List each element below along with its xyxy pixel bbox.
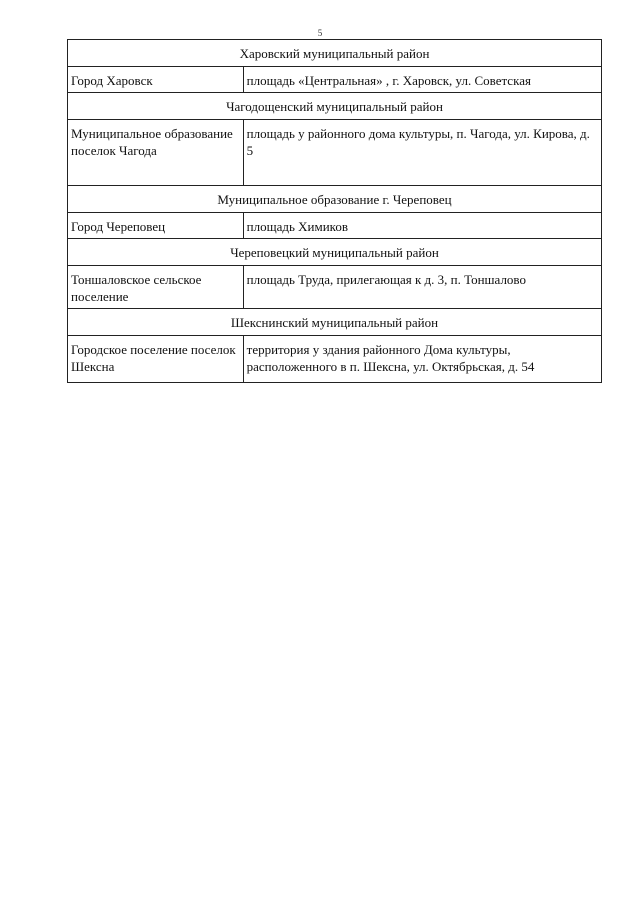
locations-table bbox=[67, 39, 602, 383]
district-header-row bbox=[68, 309, 602, 336]
location-cell: площадь Труда, прилегающая к д. 3, п. Тоншалово bbox=[243, 266, 601, 309]
settlement-cell: Город Харовск bbox=[68, 67, 244, 93]
table-row bbox=[68, 266, 602, 309]
settlement-cell: Тоншаловское сельское поселение bbox=[68, 266, 244, 309]
location-cell: площадь «Центральная» , г. Харовск, ул. Советская bbox=[243, 67, 601, 93]
table-row bbox=[68, 67, 602, 93]
district-header-row bbox=[68, 40, 602, 67]
settlement-cell: Муниципальное образование поселок Чагода bbox=[68, 120, 244, 186]
district-header: Чагодощенский муниципальный район bbox=[68, 93, 602, 120]
location-cell: площадь у районного дома культуры, п. Чагода, ул. Кирова, д. 5 bbox=[243, 120, 601, 186]
district-header-row bbox=[68, 239, 602, 266]
table-row bbox=[68, 213, 602, 239]
page-number: 5 bbox=[317, 28, 323, 38]
district-header: Муниципальное образование г. Череповец bbox=[68, 186, 602, 213]
district-header: Шекснинский муниципальный район bbox=[68, 309, 602, 336]
location-cell: площадь Химиков bbox=[243, 213, 601, 239]
district-header-row bbox=[68, 93, 602, 120]
table-row bbox=[68, 336, 602, 383]
district-header: Харовский муниципальный район bbox=[68, 40, 602, 67]
settlement-cell: Город Череповец bbox=[68, 213, 244, 239]
district-header: Череповецкий муниципальный район bbox=[68, 239, 602, 266]
settlement-cell: Городское поселение поселок Шексна bbox=[68, 336, 244, 383]
district-header-row bbox=[68, 186, 602, 213]
location-cell: территория у здания районного Дома культуры, расположенного в п. Шексна, ул. Октябрьская, д. 54 bbox=[243, 336, 601, 383]
table-row bbox=[68, 120, 602, 186]
